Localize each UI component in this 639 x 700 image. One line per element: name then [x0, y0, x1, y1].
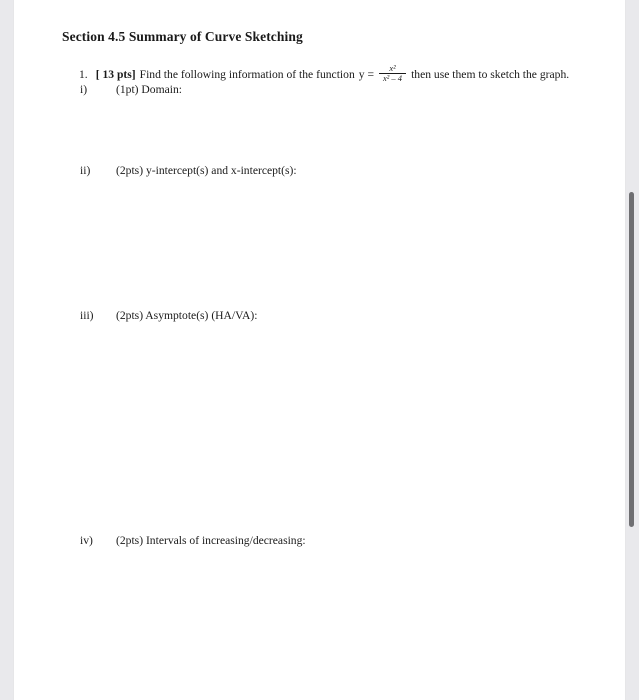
part-label: i)	[80, 83, 88, 96]
fraction-numerator: x²	[379, 64, 406, 74]
question-tail: then use them to sketch the graph.	[411, 68, 570, 81]
part-text: (2pts) y-intercept(s) and x-intercept(s):	[116, 164, 297, 177]
question-prompt: Find the following information of the function	[139, 68, 355, 81]
part-label: iii)	[80, 309, 94, 322]
scrollbar-thumb[interactable]	[629, 192, 634, 527]
part-text: (2pts) Intervals of increasing/decreasing:	[116, 534, 306, 547]
question-1	[79, 65, 569, 84]
fraction-denominator: x² – 4	[382, 73, 403, 83]
function-y-equals: y =	[358, 68, 374, 81]
part-text: (1pt) Domain:	[116, 83, 183, 96]
part-label: ii)	[80, 164, 91, 177]
part-text: (2pts) Asymptote(s) (HA/VA):	[116, 309, 258, 322]
function-fraction	[381, 64, 404, 83]
section-title: Section 4.5 Summary of Curve Sketching	[62, 29, 303, 44]
question-number: 1.	[79, 68, 88, 81]
question-points: [ 13 pts]	[95, 68, 136, 81]
part-label: iv)	[80, 534, 93, 547]
worksheet-page	[14, 0, 625, 700]
